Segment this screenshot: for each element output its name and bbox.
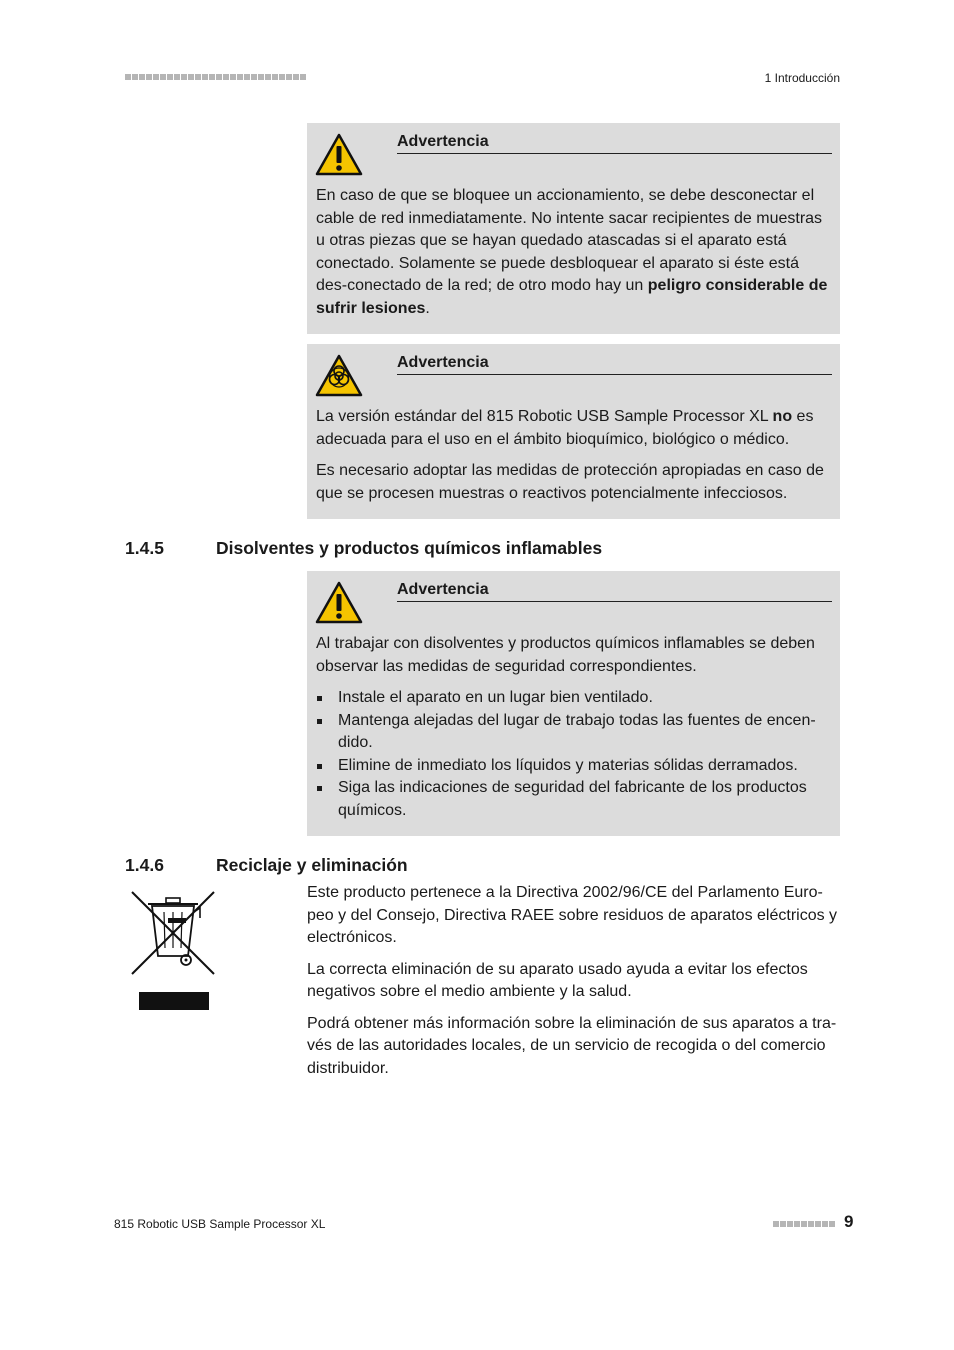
warning-triangle-icon xyxy=(315,133,363,176)
warning-triangle-icon xyxy=(315,581,363,624)
list-item: Instale el aparato en un lugar bien ventilado. xyxy=(316,687,832,710)
section-title: Reciclaje y eliminación xyxy=(216,855,408,875)
warning-box-flammables xyxy=(307,571,840,836)
warning-box-biohazard xyxy=(307,344,840,519)
warning-title: Advertencia xyxy=(397,132,832,154)
section-title: Disolventes y productos químicos inflamables xyxy=(216,538,603,558)
paragraph: Podrá obtener más información sobre la eliminación de sus aparatos a tra-vés de las autoridades locales, de un servicio de recogida o del comercio distribuidor. xyxy=(307,1014,837,1077)
warning-title: Advertencia xyxy=(397,353,832,375)
list-item: Elimine de inmediato los líquidos y materias sólidas derramados. xyxy=(316,755,832,778)
list-item: Mantenga alejadas del lugar de trabajo todas las fuentes de encen-dido. xyxy=(316,710,832,755)
warning-title: Advertencia xyxy=(397,580,832,602)
warning-box-drive-blocked xyxy=(307,123,840,334)
page-number: 9 xyxy=(844,1212,854,1231)
paragraph: Este producto pertenece a la Directiva 2002/96/CE del Parlamento Euro-peo y del Consejo, Directiva RAEE sobre residuos de aparatos eléctricos y electrónicos. xyxy=(307,884,838,946)
recycling-text xyxy=(307,882,840,1089)
section-number: 1.4.6 xyxy=(125,855,164,875)
paragraph: La correcta eliminación de su aparato usado ayuda a evitar los efectos negativos sobre el medio ambiente y la salud. xyxy=(307,960,808,1000)
warning-text: La versión estándar del 815 Robotic USB Sample Processor XL no es adecuada para el uso en el ámbito bioquímico, biológico o médico. xyxy=(316,408,814,448)
section-number: 1.4.5 xyxy=(125,538,164,558)
warning-text: Al trabajar con disolventes y productos químicos inflamables se deben observar las medidas de seguridad correspondientes. xyxy=(316,635,815,675)
weee-crossed-bin-icon xyxy=(128,888,220,1014)
header-decoration xyxy=(125,74,306,80)
safety-bullet-list xyxy=(316,687,832,822)
warning-text: En caso de que se bloquee un accionamiento, se debe desconectar el cable de red inmediatamente. No intente sacar recipientes de muestras u otras piezas que se hayan quedado atascadas si el aparato está conectado. Solamente se puede desbloquear el aparato si éste está des-conectado de la red; de otro modo hay un peligro considerable de sufrir lesiones. xyxy=(316,187,828,317)
chapter-title: 1 Introducción xyxy=(764,71,840,85)
list-item: Siga las indicaciones de seguridad del fabricante de los productos químicos. xyxy=(316,777,832,822)
footer-decoration xyxy=(773,1221,835,1227)
footer-product-name: 815 Robotic USB Sample Processor XL xyxy=(114,1217,326,1231)
warning-text: Es necesario adoptar las medidas de protección apropiadas en caso de que se procesen muestras o reactivos potencialmente infecciosos. xyxy=(316,462,824,502)
biohazard-icon xyxy=(315,354,363,397)
